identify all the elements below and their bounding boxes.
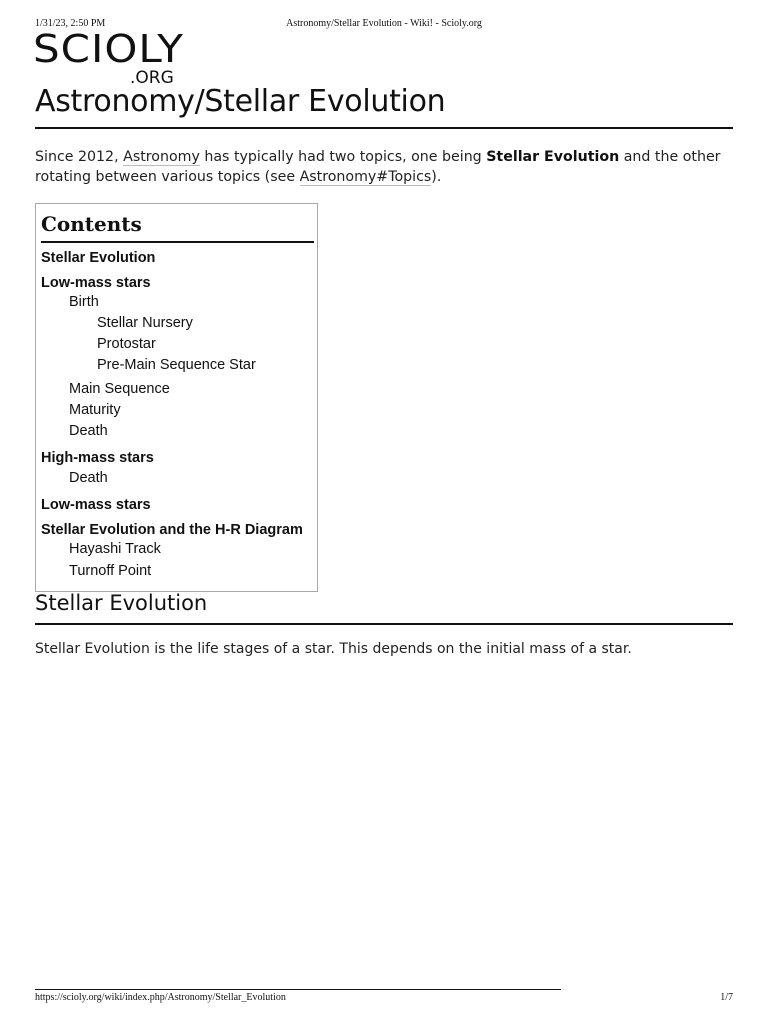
intro-text: and the other rotating between various topics (see	[35, 149, 721, 185]
footer-divider	[35, 989, 561, 990]
toc-item[interactable]: Stellar Evolution	[41, 250, 156, 266]
section-divider	[35, 623, 733, 625]
footer-url: https://scioly.org/wiki/index.php/Astronomy/Stellar_Evolution	[35, 992, 286, 1003]
toc-divider	[41, 241, 314, 243]
toc-item[interactable]: Main Sequence	[69, 381, 170, 397]
section-title: Stellar Evolution	[35, 591, 208, 615]
intro-text: Since 2012,	[35, 149, 124, 165]
intro-text: has typically had two topics, one being	[199, 149, 487, 165]
toc-item[interactable]: Low-mass stars	[41, 275, 151, 291]
scioly-logo[interactable]	[33, 26, 184, 90]
logo-wordmark: SCIOLY	[33, 26, 184, 72]
print-datetime: 1/31/23, 2:50 PM	[35, 18, 106, 29]
astronomy-link[interactable]: Astronomy	[123, 149, 200, 165]
toc-item[interactable]: Maturity	[69, 402, 121, 418]
section-paragraph: Stellar Evolution is the life stages of a star. This depends on the initial mass of a star.	[35, 641, 632, 657]
intro-paragraph	[35, 148, 735, 187]
toc-item[interactable]: High-mass stars	[41, 450, 154, 466]
toc-item[interactable]: Stellar Evolution and the H-R Diagram	[41, 522, 303, 538]
toc-heading: Contents	[41, 212, 142, 236]
toc-item[interactable]: Low-mass stars	[41, 497, 151, 513]
toc-item[interactable]: Hayashi Track	[69, 541, 161, 557]
toc-item[interactable]: Pre-Main Sequence Star	[97, 357, 256, 373]
toc-item[interactable]: Stellar Nursery	[97, 315, 193, 331]
logo-org-suffix: .ORG	[130, 68, 174, 88]
toc-item[interactable]: Death	[69, 423, 108, 439]
toc-item[interactable]: Death	[69, 470, 108, 486]
toc-item[interactable]: Turnoff Point	[69, 563, 152, 579]
page-title: Astronomy/Stellar Evolution	[35, 84, 446, 119]
toc-item[interactable]: Birth	[69, 294, 99, 310]
astronomy-topics-link[interactable]: Astronomy#Topics	[299, 168, 432, 185]
stellar-evolution-bold: Stellar Evolution	[486, 149, 620, 165]
print-page-title: Astronomy/Stellar Evolution - Wiki! - Scioly.org	[286, 18, 482, 29]
title-divider	[35, 127, 733, 129]
intro-text: ).	[431, 168, 442, 185]
footer-page-number: 1/7	[720, 992, 733, 1003]
table-of-contents	[35, 203, 318, 592]
toc-item[interactable]: Protostar	[97, 336, 156, 352]
